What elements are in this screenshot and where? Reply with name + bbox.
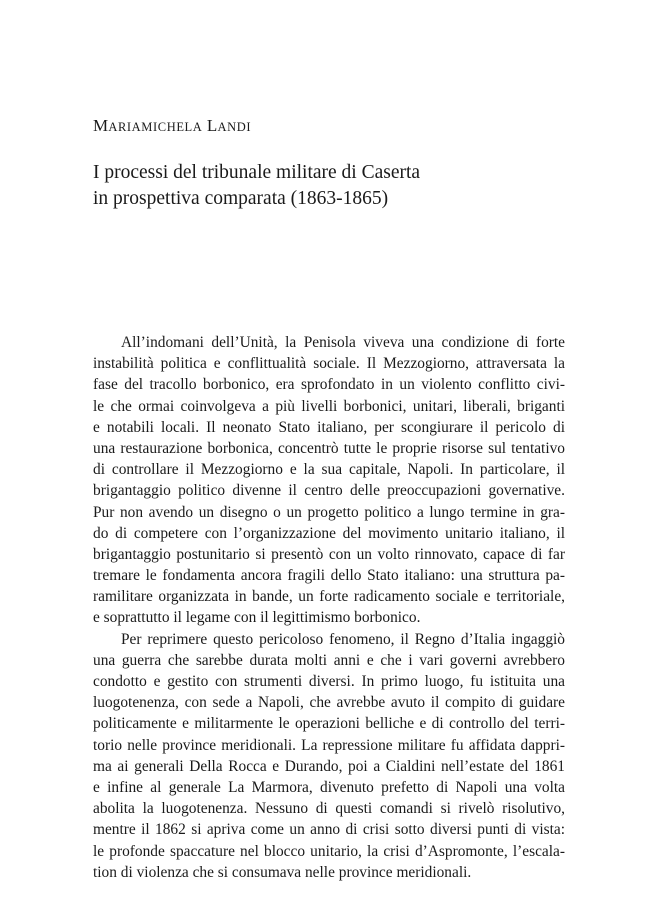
text-line: e infine al generale La Marmora, divenuto prefetto di Napoli una volta: [93, 778, 565, 796]
text-line: una restaurazione borbonica, concentrò tutte le proprie risorse sul tentativo: [93, 439, 565, 457]
text-line: condotto e gestito con strumenti diversi. In primo luogo, fu istituita una: [93, 673, 565, 690]
text-line: tion di violenza che si consumava nelle province meridionali.: [93, 863, 472, 881]
text-line: brigantaggio politico divenne il centro delle preoccupazioni governative.: [93, 482, 565, 500]
text-line: politicamente e militarmente le operazioni belliche e di controllo del terri-: [93, 715, 565, 733]
paragraph: [93, 629, 565, 883]
text-line: ramilitare organizzata in bande, un forte radicamento sociale e territoriale,: [93, 588, 565, 606]
text-line: tremare le fondamenta ancora fragili dello Stato italiano: una struttura pa-: [93, 567, 565, 585]
body-text: [93, 332, 565, 883]
text-line: brigantaggio postunitario si presentò con un volto rinnovato, capace di far: [93, 545, 565, 563]
title-line-1: I processi del tribunale militare di Caserta: [93, 162, 421, 183]
text-line: e notabili locali. Il neonato Stato italiano, per scongiurare il pericolo di: [93, 418, 565, 436]
title-line-2: in prospettiva comparata (1863-1865): [93, 188, 389, 209]
text-line: Per reprimere questo pericoloso fenomeno, il Regno d’Italia ingaggiò: [121, 630, 565, 648]
text-line: instabilità politica e conflittualità sociale. Il Mezzogiorno, attraversata la: [93, 355, 565, 373]
text-line: le che ormai coinvolgeva a più livelli borbonici, unitari, liberali, briganti: [93, 397, 565, 415]
text-line: ma ai generali Della Rocca e Durando, poi a Cialdini nell’estate del 1861: [93, 757, 565, 775]
author-name: [93, 116, 251, 136]
text-line: torio nelle province meridionali. La repressione militare fu affidata dappri-: [93, 736, 565, 754]
text-line: All’indomani dell’Unità, la Penisola viveva una condizione di forte: [121, 334, 565, 351]
text-line: e soprattutto il legame con il legittimismo borbonico.: [93, 609, 421, 627]
text-line: fase del tracollo borbonico, era sprofondato in un violento conflitto civi-: [93, 376, 565, 394]
author-last-rest: ANDI: [217, 120, 252, 134]
text-line: mentre il 1862 si apriva come un anno di crisi sotto diversi punti di vista:: [93, 821, 565, 839]
text-line: luogotenenza, con sede a Napoli, che avrebbe avuto il compito di guidare: [93, 694, 565, 712]
author-last-initial: L: [206, 116, 218, 135]
text-line: le profonde spaccature nel blocco unitario, la crisi d’Aspromonte, l’escala-: [93, 842, 565, 860]
author-first-initial: M: [93, 116, 109, 135]
text-line: di controllare il Mezzogiorno e la sua capitale, Napoli. In particolare, il: [93, 461, 565, 479]
paragraph: [93, 332, 565, 629]
text-line: abolita la luogotenenza. Nessuno di questi comandi si rivelò risolutivo,: [93, 800, 565, 818]
article-title: [93, 160, 573, 212]
text-line: do di competere con l’organizzazione del movimento unitario italiano, il: [93, 524, 565, 542]
text-line: una guerra che sarebbe durata molti anni e che i vari governi avrebbero: [93, 651, 565, 669]
text-line: Pur non avendo un disegno o un progetto politico a lungo termine in gra-: [93, 503, 565, 521]
author-first-rest: ARIAMICHELA: [108, 120, 203, 134]
